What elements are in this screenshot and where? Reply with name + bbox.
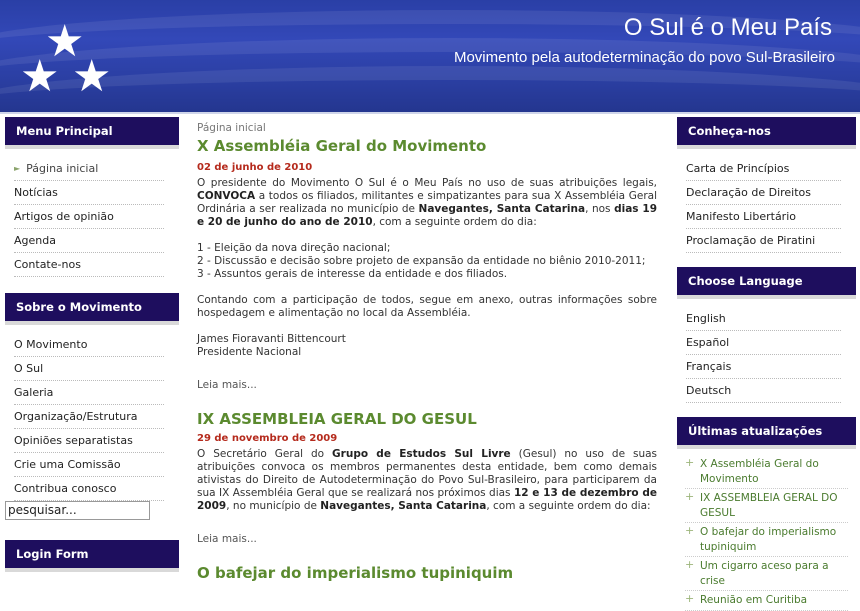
language-espanol[interactable]: Español [686,331,841,355]
read-more-link[interactable]: Leia mais... [197,379,257,391]
agenda-item: 3 - Assuntos gerais de interesse da entidade e dos filiados. [197,268,508,280]
menu-item-pagina-inicial[interactable] [14,157,164,181]
sobre-item-contribua[interactable]: Contribua conosco [14,477,164,501]
signature-name: James Fioravanti Bittencourt [197,333,346,345]
star-icon: ★ [20,51,60,102]
menu-principal-heading: Menu Principal [5,117,179,149]
plus-icon: + [685,456,695,469]
conheca-item-declaracao[interactable]: Declaração de Direitos [686,181,841,205]
plus-icon: + [685,490,695,503]
right-sidebar [677,117,856,611]
language-deutsch[interactable]: Deutsch [686,379,841,403]
site-title[interactable]: O Sul é o Meu País [623,14,832,41]
article-date: 29 de novembro de 2009 [197,433,338,444]
updates-list [677,449,856,611]
site-subtitle: Movimento pela autodeterminação do povo Sul-Brasileiro [453,49,835,66]
menu-item-contate[interactable]: Contate-nos [14,253,164,277]
left-sidebar [5,117,179,507]
sobre-heading: Sobre o Movimento [5,293,179,325]
language-menu [677,299,856,409]
article-date: 02 de junho de 2010 [197,162,313,173]
update-item[interactable]: + Reunião em Curitiba [685,591,848,611]
login-heading: Login Form [5,540,179,572]
update-item[interactable]: + O bafejar do imperialismo tupiniquim [685,523,848,557]
breadcrumb: Página inicial [197,122,266,134]
menu-principal [5,149,179,283]
plus-icon: + [685,558,695,571]
star-icon: ★ [45,16,85,67]
sobre-item-movimento[interactable]: O Movimento [14,333,164,357]
conheca-menu [677,149,856,259]
article-title[interactable]: O bafejar do imperialismo tupiniquim [197,564,514,582]
site-header [0,0,860,114]
language-francais[interactable]: Français [686,355,841,379]
star-icon: ★ [72,51,112,102]
sobre-item-galeria[interactable]: Galeria [14,381,164,405]
updates-heading: Últimas atualizações [677,417,856,449]
update-item[interactable]: + X Assembléia Geral do Movimento [685,455,848,489]
search-input[interactable]: pesquisar... [5,501,150,520]
article [197,136,657,392]
article-paragraph: Contando com a participação de todos, segue em anexo, outras informações sobre hospedagem e alimentação no local da Assembléia. [197,294,657,319]
sobre-item-opinioes[interactable]: Opiniões separatistas [14,429,164,453]
sobre-item-sul[interactable]: O Sul [14,357,164,381]
signature-role: Presidente Nacional [197,346,302,358]
update-item[interactable]: + IX ASSEMBLEIA GERAL DO GESUL [685,489,848,523]
agenda-item: 2 - Discussão e decisão sobre projeto de expansão da entidade no biênio 2010-2011; [197,255,646,267]
login-box [5,540,179,572]
read-more-link[interactable]: Leia mais... [197,533,257,545]
menu-item-noticias[interactable]: Notícias [14,181,164,205]
conheca-item-manifesto[interactable]: Manifesto Libertário [686,205,841,229]
sobre-item-comissao[interactable]: Crie uma Comissão [14,453,164,477]
plus-icon: + [685,524,695,537]
article-paragraph: O Secretário Geral do Grupo de Estudos Sul Livre (Gesul) no uso de suas atribuições convoca os membros permanentes desta entidade, bem como demais ativistas do Direito de Autodeterminação do Povo Sul-Brasileiro, para participarem da sua IX Assembléia Geral que se realizará nos próximos dias 12 e 13 de dezembro de 2009, no município de Navegantes, Santa Catarina, com a seguinte ordem do dia: [197,448,658,512]
language-english[interactable]: English [686,307,841,331]
conheca-item-carta[interactable]: Carta de Princípios [686,157,841,181]
article [197,409,657,546]
menu-item-label: Página inicial [26,162,99,175]
main-content [197,122,657,583]
update-item[interactable]: + Um cigarro aceso para a crise [685,557,848,591]
conheca-item-proclamacao[interactable]: Proclamação de Piratini [686,229,841,253]
article [197,563,657,583]
article-title[interactable]: X Assembléia Geral do Movimento [197,137,487,155]
plus-icon: + [685,592,695,605]
bullet-icon: ► [14,164,21,173]
agenda-item: 1 - Eleição da nova direção nacional; [197,242,391,254]
article-paragraph: O presidente do Movimento O Sul é o Meu País no uso de suas atribuições legais, CONVOCA a todos os filiados, militantes e simpatizantes para sua X Assembléia Geral Ordinária a ser realizada no município de Navegantes, Santa Catarina, nos dias 19 e 20 de junho do ano de 2010, com a seguinte ordem do dia: [197,177,658,228]
sobre-menu [5,325,179,507]
sobre-item-organizacao[interactable]: Organização/Estrutura [14,405,164,429]
menu-item-artigos[interactable]: Artigos de opinião [14,205,164,229]
article-title[interactable]: IX ASSEMBLEIA GERAL DO GESUL [197,410,477,428]
conheca-heading: Conheça-nos [677,117,856,149]
menu-item-agenda[interactable]: Agenda [14,229,164,253]
language-heading: Choose Language [677,267,856,299]
